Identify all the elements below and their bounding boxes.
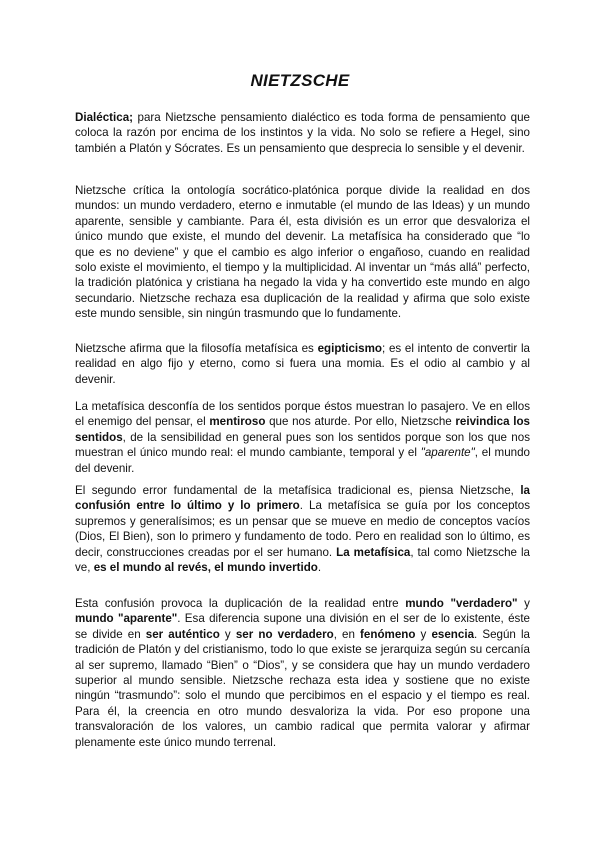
paragraph-dialectica [75, 110, 530, 156]
text-run: , el mundo del devenir. [75, 446, 530, 475]
paragraph-ontologia [75, 183, 530, 322]
text-run: El segundo error fundamental de la metafísica tradicional es, piensa Nietzsche, [75, 484, 521, 497]
text-run: Nietzsche afirma que la filosofía metafísica es [75, 342, 318, 355]
text-run: y [415, 627, 432, 641]
paragraph-duplicacion [75, 596, 530, 750]
term-egipticismo: egipticismo [317, 342, 382, 355]
text-run: y [517, 597, 530, 610]
term-la-metafisica: La metafísica [336, 545, 411, 559]
text-run: Esta confusión provoca la duplicación de la realidad entre [75, 597, 406, 610]
term-dialectica: Dialéctica; [75, 111, 133, 124]
page-title: NIETZSCHE [250, 71, 350, 90]
text-run: . Según la tradición de Platón y del cristianismo, todo lo que existe se jerarquiza según su cercanía al ser supremo, llamado “Bien” o “Dios”, y se considera que hay un mundo verdadero superior al mundo sensible. Nietzsche rechaza esta idea y sostiene que no existe ningún “trasmundo”: solo el mundo que percibimos en el espacio y el tiempo es real. Para él, la creencia en otro mundo desvaloriza la vida. Por eso propone una transvaloración de los valores, un cambio radical que permita valorar y afirmar plenamente este único mundo terrenal. [75, 627, 530, 749]
paragraph-sentidos [75, 399, 530, 476]
text-run: La metafísica desconfía de los sentidos porque éstos muestran lo pasajero. Ve en ellos el enemigo del pensar, el [75, 400, 530, 429]
text-run: que nos aturde. Por ello, Nietzsche [265, 415, 456, 429]
term-reivindica: reivindica los sentidos [75, 415, 530, 444]
text-run: . [317, 561, 322, 575]
text-run: , en [333, 627, 361, 641]
text-run: , de la sensibilidad en general pues son los sentidos porque son los que nos muestran el único mundo real: el mundo cambiante, temporal y el [75, 430, 530, 460]
term-mentiroso: mentiroso [209, 415, 266, 429]
paragraph-segundo-error [75, 483, 530, 575]
term-ser-no-verdadero: ser no verdadero [235, 627, 334, 641]
paragraph-text: Nietzsche crítica la ontología socrático-platónica porque divide la realidad en dos mundos: un mundo verdadero, eterno e inmutable (el mundo de las Ideas) y un mundo aparente, sensible y cambiante. Para él, esta división es un error que desvaloriza el único mundo que existe, el mundo del devenir. La metafísica ha considerado que “lo que es no deviene” y que el cambio es algo inferior o engañoso, cuando en realidad solo existe el movimiento, el tiempo y la multiplicidad. Al inventar un “más allá” perfecto, la tradición platónica y cristiana ha negado la vida y ha convertido este mundo en algo secundario. Nietzsche rechaza esa duplicación de la realidad y afirma que solo existe este mundo sensible, sin ningún trasmundo que lo fundamente. [75, 184, 530, 321]
term-ser-autentico: ser auténtico [145, 627, 220, 641]
term-mundo-aparente: mundo "aparente" [75, 612, 178, 626]
text-run: y [219, 627, 236, 641]
text-run: , tal como Nietzsche la ve, [75, 545, 530, 575]
term-mundo-verdadero: mundo "verdadero" [405, 597, 518, 610]
term-mundo-invertido: es el mundo al revés, el mundo invertido [93, 561, 318, 575]
term-aparente: "aparente" [420, 446, 475, 460]
term-fenomeno: fenómeno [360, 627, 416, 641]
text-run: ; es el intento de convertir la realidad en algo fijo y eterno, como si fuera una momia. Es el odio al cambio y al devenir. [75, 342, 530, 386]
text-run: . La metafísica se guía por los conceptos supremos y generalísimos; es un pensar que se mueve en medio de conceptos vacíos (Dios, El Bien), son lo primero y fundamento de todo. Pero en realidad son lo último, es decir, construcciones creadas por el ser humano. [75, 499, 530, 559]
term-confusion: la confusión entre lo último y lo primero [75, 484, 530, 513]
paragraph-text: para Nietzsche pensamiento dialéctico es toda forma de pensamiento que coloca la razón por encima de los instintos y la vida. No solo se refiere a Hegel, sino también a Platón y Sócrates. Es un pensamiento que desprecia lo sensible y el devenir. [75, 111, 530, 155]
term-esencia: esencia [431, 627, 475, 641]
text-run: . Esa diferencia supone una división en el ser de lo existente, éste se divide en [75, 612, 530, 641]
paragraph-egipticismo [75, 341, 530, 387]
